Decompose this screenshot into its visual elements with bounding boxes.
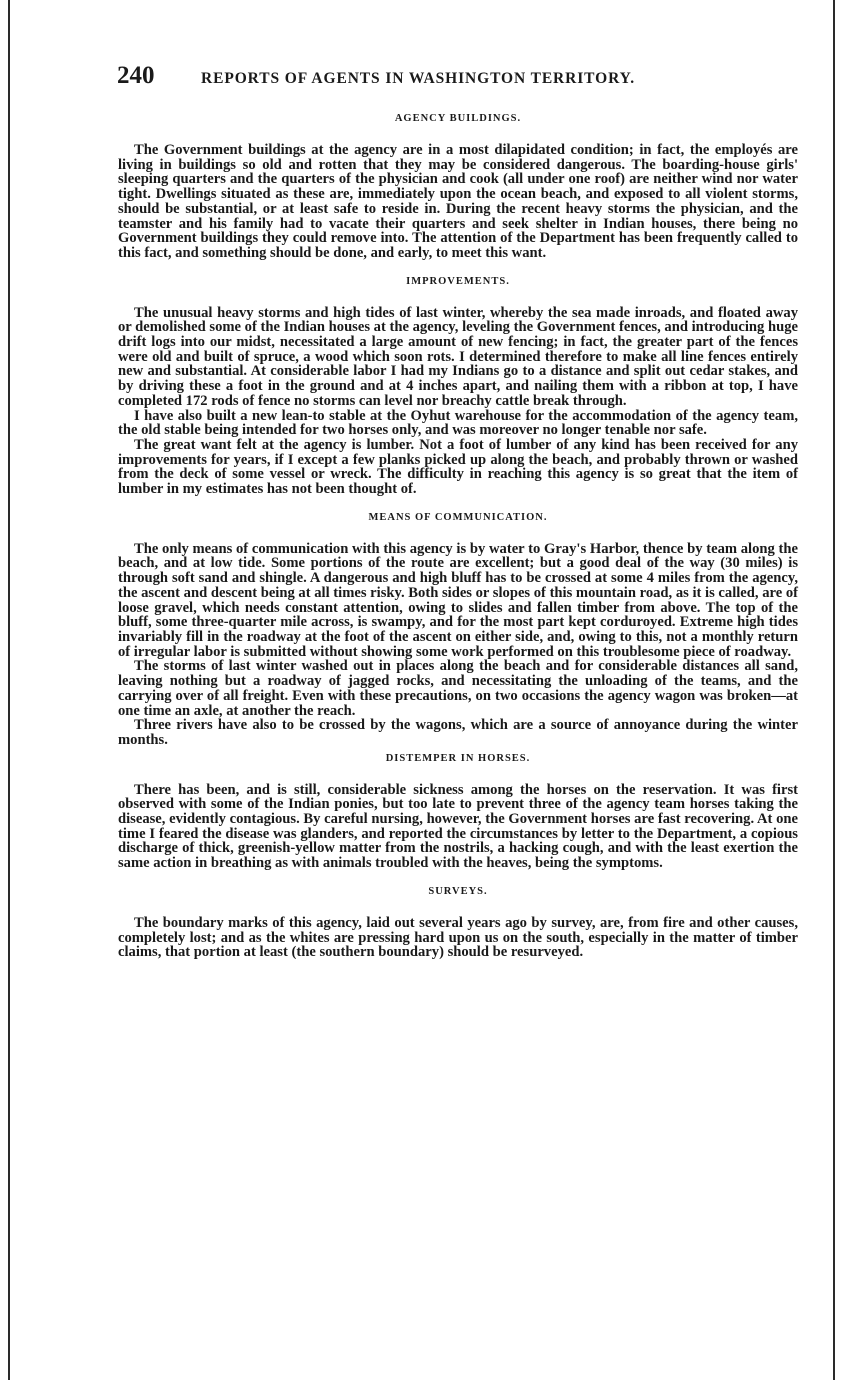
- section-distemper-in-horses: [118, 752, 798, 871]
- section-surveys: [118, 885, 798, 960]
- paragraph: The storms of last winter washed out in places along the beach and for considerable distances all sand, leaving nothing but a roadway of jagged rocks, and necessitating the unloading of the teams, and the carrying over of all freight. Even with these precautions, on two occasions the agency wagon was broken—at one time an axle, at another the reach.: [118, 658, 798, 719]
- page-number: 240: [117, 62, 155, 89]
- paragraph: The unusual heavy storms and high tides of last winter, whereby the sea made inroads, and floated away or demolished some of the Indian houses at the agency, leveling the Government fences, and introducing huge drift logs into our midst, necessitated a large amount of new fencing; in fact, the greater part of the fences were old and built of spruce, a wood which soon rots. I determined therefore to make all line fences entirely new and substantial. At considerable labor I had my Indians go to a distance and split out cedar stakes, and by driving these a foot in the ground and at 4 inches apart, and nailing them with a ribbon at top, I have completed 172 rods of fence no storms can level nor breachy cattle break through.: [118, 304, 798, 409]
- section-agency-buildings: [118, 112, 798, 261]
- paragraph: The great want felt at the agency is lumber. Not a foot of lumber of any kind has been received for any improvements for years, if I except a few planks picked up along the beach, and probably thrown or washed from the deck of some vessel or wreck. The difficulty in reaching this agency is so great that the item of lumber in my estimates has not been thought of.: [118, 436, 798, 498]
- paragraph: The only means of communication with this agency is by water to Gray's Harbor, thence by team along the beach, and at low tide. Some portions of the route are excellent; but a good deal of the way (30 miles) is through soft sand and shingle. A dangerous and high bluff has to be crossed at some 4 miles from the agency, the ascent and descent being at all times risky. Both sides or slopes of this mountain road, as it is called, are of loose gravel, which needs constant attention, owing to slides and fallen timber from above. The top of the bluff, some three-quarter mile across, is swampy, and for the most part kept corduroyed. Extreme high tides invariably fill in the roadway at the foot of the ascent on either side, and, owing to this, not a monthly return of irregular labor is submitted without showing some work performed on this troublesome piece of roadway.: [118, 540, 798, 660]
- running-title: REPORTS OF AGENTS IN WASHINGTON TERRITORY.: [201, 70, 636, 87]
- section-heading: IMPROVEMENTS.: [406, 275, 510, 287]
- section-heading: DISTEMPER IN HORSES.: [385, 752, 531, 764]
- running-header: [117, 62, 727, 94]
- body-text: [118, 112, 798, 960]
- section-heading: AGENCY BUILDINGS.: [394, 113, 522, 124]
- paragraph: There has been, and is still, considerable sickness among the horses on the reservation. It was first observed with some of the Indian ponies, but too late to prevent three of the agency team horses taking the disease, evidently contagious. By careful nursing, however, the Government horses are fast recovering. At one time I feared the disease was glanders, and reported the circumstances by letter to the Department, a copious discharge of thick, greenish-yellow matter from the nostrils, a hacking cough, and with the least exertion the same action in breathing as with animals troubled with the heaves, being the symptoms.: [118, 781, 798, 872]
- paragraph: The Government buildings at the agency are in a most dilapidated condition; in fact, the employés are living in buildings so old and rotten that they may be considered dangerous. The boarding-house girls' sleeping quarters and the quarters of the physician and cook (all under one roof) are neither wind nor water tight. Dwellings situated as these are, immediately upon the ocean beach, and exposed to all violent storms, should be substantial, or at least safe to reside in. During the recent heavy storms the physician, and the teamster and his family had to vacate their quarters and seek shelter in Indian houses, there being no Government buildings they could remove into. The attention of the Department has been frequently called to this fact, and something should be done, and early, to meet this want.: [118, 142, 798, 261]
- section-heading: SURVEYS.: [428, 885, 488, 897]
- paragraph: I have also built a new lean-to stable at the Oyhut warehouse for the accommodation of the agency team, the old stable being intended for two horses only, and was moreover no longer tenable nor safe.: [118, 407, 798, 439]
- page-edge-right: [833, 0, 835, 1380]
- paragraph: The boundary marks of this agency, laid out several years ago by survey, are, from fire and other causes, completely lost; and as the whites are pressing hard upon us on the south, especially in the matter of timber claims, that portion at least (the southern boundary) should be resurveyed.: [118, 914, 798, 961]
- page-edge-left: [8, 0, 10, 1380]
- section-improvements: [118, 275, 798, 497]
- section-heading: MEANS OF COMMUNICATION.: [368, 511, 548, 523]
- paragraph: Three rivers have also to be crossed by the wagons, which are a source of annoyance during the winter months.: [118, 717, 798, 748]
- section-means-of-communication: [118, 511, 798, 748]
